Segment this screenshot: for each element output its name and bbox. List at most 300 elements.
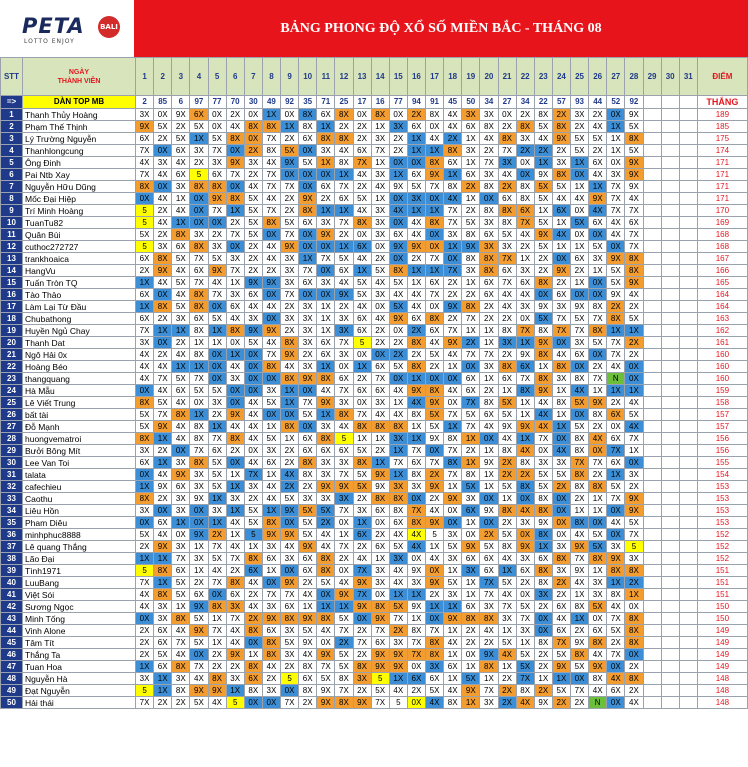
row-day-cell: 6X: [208, 169, 226, 181]
row-day-cell: 4X: [317, 385, 335, 397]
row-day-cell: [679, 181, 697, 193]
row-day-cell: 1X: [317, 361, 335, 373]
row-score: 149: [697, 637, 747, 649]
row-day-cell: 6X: [407, 313, 425, 325]
row-day-cell: 7X: [444, 469, 462, 481]
row-day-cell: 8X: [190, 421, 208, 433]
row-day-cell: 9X: [317, 685, 335, 697]
row-day-cell: 5X: [516, 601, 534, 613]
row-member-name: Việt Sói: [23, 589, 136, 601]
logo-badge: BALI: [98, 16, 120, 38]
row-day-cell: [679, 229, 697, 241]
row-day-cell: [679, 493, 697, 505]
row-day-cell: 2X: [244, 241, 262, 253]
row-day-cell: 2X: [244, 493, 262, 505]
row-day-cell: [679, 457, 697, 469]
row-stt: 50: [1, 697, 23, 709]
row-day-cell: 3X: [480, 241, 498, 253]
row-day-cell: 6X: [407, 673, 425, 685]
row-day-cell: 2X: [426, 493, 444, 505]
row-day-cell: 4X: [190, 673, 208, 685]
row-day-cell: 0X: [317, 589, 335, 601]
row-day-cell: 6X: [480, 289, 498, 301]
row-day-cell: 9X: [625, 157, 643, 169]
row-day-cell: 1X: [317, 409, 335, 421]
row-day-cell: 5X: [389, 601, 407, 613]
row-day-cell: 1X: [589, 505, 607, 517]
row-stt: 3: [1, 133, 23, 145]
row-day-cell: [661, 445, 679, 457]
row-member-name: Pai Ntb Xay: [23, 169, 136, 181]
row-day-cell: 3X: [317, 493, 335, 505]
row-day-cell: 2X: [208, 529, 226, 541]
row-day-cell: 5X: [317, 505, 335, 517]
row-day-cell: 9X: [426, 577, 444, 589]
row-day-cell: 3X: [262, 685, 280, 697]
row-day-cell: 2X: [552, 145, 570, 157]
row-day-cell: 5X: [552, 181, 570, 193]
row-day-cell: 7X: [136, 697, 154, 709]
header-day: 29: [643, 58, 661, 96]
row-day-cell: 9X: [625, 169, 643, 181]
row-day-cell: 4X: [498, 289, 516, 301]
row-day-cell: 3X: [625, 469, 643, 481]
row-day-cell: [661, 469, 679, 481]
row-day-cell: 2X: [154, 445, 172, 457]
row-day-cell: 8X: [480, 121, 498, 133]
row-day-cell: 6X: [317, 445, 335, 457]
row-day-cell: 0X: [516, 157, 534, 169]
top-row-value: 34: [480, 96, 498, 109]
row-day-cell: 5: [244, 529, 262, 541]
row-day-cell: 0X: [426, 229, 444, 241]
row-stt: 15: [1, 277, 23, 289]
row-stt: 36: [1, 529, 23, 541]
row-member-name: Minh Tống: [23, 613, 136, 625]
row-day-cell: 3X: [154, 241, 172, 253]
row-day-cell: 3X: [407, 481, 425, 493]
row-day-cell: 1X: [607, 469, 625, 481]
row-day-cell: 2X: [480, 529, 498, 541]
row-day-cell: 2X: [172, 337, 190, 349]
row-score: 148: [697, 697, 747, 709]
row-day-cell: 6X: [190, 313, 208, 325]
row-day-cell: 1X: [480, 445, 498, 457]
row-day-cell: 7X: [607, 613, 625, 625]
row-day-cell: 4X: [571, 529, 589, 541]
row-day-cell: 1X: [226, 505, 244, 517]
row-day-cell: 1X: [154, 673, 172, 685]
row-member-name: Bưởi Bông Mít: [23, 445, 136, 457]
row-day-cell: 4X: [444, 121, 462, 133]
row-day-cell: 2X: [353, 493, 371, 505]
row-day-cell: 7X: [281, 289, 299, 301]
row-day-cell: 3X: [299, 301, 317, 313]
row-day-cell: [679, 241, 697, 253]
row-day-cell: 5X: [353, 481, 371, 493]
row-day-cell: [643, 517, 661, 529]
row-day-cell: 6X: [136, 289, 154, 301]
row-day-cell: 0X: [552, 253, 570, 265]
row-day-cell: 6X: [262, 553, 280, 565]
row-day-cell: 9X: [335, 589, 353, 601]
row-day-cell: 7X: [262, 205, 280, 217]
row-day-cell: 1X: [589, 181, 607, 193]
row-day-cell: 7X: [426, 625, 444, 637]
row-day-cell: 2X: [299, 349, 317, 361]
row-day-cell: [643, 325, 661, 337]
row-day-cell: 9X: [625, 109, 643, 121]
row-day-cell: 0X: [407, 493, 425, 505]
row-day-cell: 8X: [172, 409, 190, 421]
row-day-cell: 6X: [244, 289, 262, 301]
row-day-cell: [679, 505, 697, 517]
row-day-cell: 5X: [426, 409, 444, 421]
row-day-cell: [661, 577, 679, 589]
row-day-cell: 1X: [136, 661, 154, 673]
row-day-cell: 1X: [208, 493, 226, 505]
row-day-cell: 1X: [226, 481, 244, 493]
row-day-cell: 3X: [281, 649, 299, 661]
row-day-cell: 9X: [571, 565, 589, 577]
row-day-cell: 9X: [444, 493, 462, 505]
row-member-name: Đỗ Mạnh: [23, 421, 136, 433]
row-day-cell: 2X: [371, 445, 389, 457]
row-day-cell: 1X: [444, 625, 462, 637]
row-day-cell: 1X: [444, 673, 462, 685]
table-row: [1, 169, 748, 181]
top-row-value: 92: [281, 96, 299, 109]
row-day-cell: 5: [136, 565, 154, 577]
row-day-cell: 1X: [190, 361, 208, 373]
row-day-cell: 7X: [426, 181, 444, 193]
row-day-cell: 8X: [190, 457, 208, 469]
row-member-name: Mốc Đại Hiệp: [23, 193, 136, 205]
row-day-cell: 8X: [281, 373, 299, 385]
row-day-cell: 2X: [444, 133, 462, 145]
row-day-cell: 4X: [389, 205, 407, 217]
row-stt: 10: [1, 217, 23, 229]
row-day-cell: 2X: [244, 169, 262, 181]
row-day-cell: 9X: [317, 649, 335, 661]
row-day-cell: 8X: [516, 121, 534, 133]
row-member-name: Lý Trường Nguyễn: [23, 133, 136, 145]
row-day-cell: 5X: [244, 229, 262, 241]
row-day-cell: 7X: [607, 445, 625, 457]
row-stt: 13: [1, 253, 23, 265]
row-day-cell: 7X: [444, 325, 462, 337]
row-day-cell: 4X: [136, 373, 154, 385]
row-day-cell: 9X: [625, 181, 643, 193]
row-day-cell: 3X: [262, 385, 280, 397]
row-score: 152: [697, 553, 747, 565]
row-score: 189: [697, 109, 747, 121]
row-day-cell: 9X: [625, 505, 643, 517]
row-day-cell: 1X: [371, 433, 389, 445]
row-day-cell: 3X: [335, 313, 353, 325]
row-day-cell: [661, 181, 679, 193]
row-day-cell: 0X: [317, 265, 335, 277]
row-day-cell: 2X: [625, 349, 643, 361]
row-day-cell: 0X: [571, 673, 589, 685]
row-score: 163: [697, 313, 747, 325]
row-day-cell: 3X: [317, 145, 335, 157]
row-day-cell: 4X: [172, 433, 190, 445]
row-day-cell: 2X: [353, 133, 371, 145]
row-day-cell: 0X: [154, 145, 172, 157]
row-day-cell: 3X: [299, 493, 317, 505]
row-day-cell: 7X: [353, 589, 371, 601]
row-day-cell: 1X: [389, 397, 407, 409]
top-row-value: 44: [589, 96, 607, 109]
top-row-value: 25: [335, 96, 353, 109]
row-day-cell: [679, 625, 697, 637]
row-day-cell: 3X: [389, 433, 407, 445]
row-day-cell: 3X: [154, 157, 172, 169]
row-day-cell: 1X: [534, 673, 552, 685]
row-day-cell: [679, 193, 697, 205]
row-day-cell: 5X: [299, 625, 317, 637]
row-day-cell: 2X: [154, 313, 172, 325]
row-day-cell: 1X: [589, 565, 607, 577]
row-day-cell: 2X: [625, 481, 643, 493]
row-score: 153: [697, 493, 747, 505]
row-day-cell: 2X: [462, 205, 480, 217]
row-day-cell: 5: [335, 433, 353, 445]
header-day: 6: [226, 58, 244, 96]
row-day-cell: 9X: [462, 685, 480, 697]
row-day-cell: 2X: [426, 589, 444, 601]
row-member-name: Lê Viết Trung: [23, 397, 136, 409]
row-day-cell: 8X: [136, 493, 154, 505]
row-day-cell: 2X: [244, 613, 262, 625]
row-day-cell: 9X: [589, 193, 607, 205]
row-day-cell: 0X: [426, 241, 444, 253]
top-row-status: THẮNG: [697, 96, 747, 109]
row-day-cell: 1X: [317, 301, 335, 313]
row-day-cell: 1X: [172, 217, 190, 229]
top-row-value: 97: [190, 96, 208, 109]
row-day-cell: 4X: [552, 229, 570, 241]
row-day-cell: 1X: [444, 481, 462, 493]
row-day-cell: 3X: [317, 277, 335, 289]
row-day-cell: 0X: [462, 529, 480, 541]
row-day-cell: 6X: [353, 385, 371, 397]
row-day-cell: 8X: [262, 361, 280, 373]
row-day-cell: 1X: [462, 577, 480, 589]
row-day-cell: 0X: [244, 385, 262, 397]
row-day-cell: 2X: [281, 661, 299, 673]
row-score: 149: [697, 661, 747, 673]
row-day-cell: 2X: [226, 661, 244, 673]
row-day-cell: [643, 661, 661, 673]
row-day-cell: 4X: [607, 601, 625, 613]
row-day-cell: 0X: [226, 241, 244, 253]
row-day-cell: 2X: [498, 457, 516, 469]
row-day-cell: 4X: [172, 289, 190, 301]
row-day-cell: 4X: [534, 133, 552, 145]
row-day-cell: 4X: [426, 553, 444, 565]
row-day-cell: 7X: [480, 349, 498, 361]
row-day-cell: 4X: [498, 433, 516, 445]
row-day-cell: 0X: [480, 193, 498, 205]
row-day-cell: 6X: [625, 217, 643, 229]
row-day-cell: 0X: [552, 493, 570, 505]
row-day-cell: [679, 469, 697, 481]
row-day-cell: 6X: [480, 553, 498, 565]
row-day-cell: 8X: [534, 505, 552, 517]
row-day-cell: 3X: [516, 265, 534, 277]
row-day-cell: [661, 229, 679, 241]
row-day-cell: 5X: [172, 301, 190, 313]
row-day-cell: [679, 613, 697, 625]
row-score: 156: [697, 445, 747, 457]
row-day-cell: 2X: [389, 349, 407, 361]
row-day-cell: 2X: [353, 373, 371, 385]
row-day-cell: 5X: [208, 553, 226, 565]
row-day-cell: 9X: [444, 301, 462, 313]
row-day-cell: 2X: [516, 469, 534, 481]
row-day-cell: 5X: [335, 649, 353, 661]
row-day-cell: 1X: [244, 649, 262, 661]
row-day-cell: 0X: [426, 373, 444, 385]
row-day-cell: 2X: [498, 469, 516, 481]
row-day-cell: 2X: [552, 481, 570, 493]
row-day-cell: 0X: [589, 349, 607, 361]
row-day-cell: 2X: [462, 181, 480, 193]
row-day-cell: 5X: [172, 277, 190, 289]
top-row-value: 6: [172, 96, 190, 109]
row-day-cell: 1X: [136, 277, 154, 289]
row-day-cell: 1X: [480, 481, 498, 493]
row-score: 153: [697, 481, 747, 493]
row-score: 168: [697, 229, 747, 241]
row-day-cell: 9X: [571, 301, 589, 313]
row-day-cell: 4X: [552, 193, 570, 205]
row-day-cell: 8X: [208, 181, 226, 193]
row-day-cell: 5X: [281, 145, 299, 157]
row-day-cell: 0X: [552, 505, 570, 517]
row-member-name: trankhoaica: [23, 253, 136, 265]
row-day-cell: 5X: [154, 397, 172, 409]
row-day-cell: 7X: [353, 157, 371, 169]
row-day-cell: 0X: [262, 697, 280, 709]
row-day-cell: 1X: [335, 241, 353, 253]
row-day-cell: 1X: [371, 193, 389, 205]
row-day-cell: 4X: [226, 121, 244, 133]
row-day-cell: 9X: [589, 397, 607, 409]
row-day-cell: 5X: [208, 457, 226, 469]
row-day-cell: [643, 121, 661, 133]
row-day-cell: 4X: [480, 133, 498, 145]
header-day: 9: [281, 58, 299, 96]
table-row: [1, 553, 748, 565]
row-day-cell: 4X: [407, 289, 425, 301]
row-day-cell: 0X: [244, 697, 262, 709]
row-day-cell: 5: [389, 697, 407, 709]
row-day-cell: 3X: [516, 625, 534, 637]
table-row: [1, 253, 748, 265]
row-day-cell: [679, 169, 697, 181]
row-day-cell: 6X: [299, 445, 317, 457]
row-day-cell: 0X: [136, 193, 154, 205]
row-member-name: Ông Đinh: [23, 157, 136, 169]
row-day-cell: 8X: [571, 481, 589, 493]
row-score: 160: [697, 361, 747, 373]
row-day-cell: 9X: [480, 457, 498, 469]
row-day-cell: [661, 421, 679, 433]
row-day-cell: 5X: [534, 313, 552, 325]
row-day-cell: 6X: [407, 169, 425, 181]
row-day-cell: 8X: [371, 493, 389, 505]
row-day-cell: 3X: [226, 493, 244, 505]
row-day-cell: 8X: [190, 433, 208, 445]
row-stt: 7: [1, 181, 23, 193]
row-day-cell: 1X: [498, 661, 516, 673]
row-day-cell: 0X: [371, 301, 389, 313]
row-day-cell: 9X: [317, 697, 335, 709]
row-day-cell: 6X: [516, 361, 534, 373]
row-day-cell: 9X: [371, 613, 389, 625]
row-day-cell: 5X: [389, 361, 407, 373]
row-day-cell: 1X: [262, 505, 280, 517]
row-day-cell: 9X: [534, 169, 552, 181]
row-day-cell: 0X: [625, 457, 643, 469]
row-day-cell: 7X: [480, 577, 498, 589]
row-day-cell: 1X: [226, 277, 244, 289]
row-stt: 45: [1, 637, 23, 649]
row-day-cell: 4X: [571, 385, 589, 397]
row-day-cell: 5X: [571, 397, 589, 409]
row-day-cell: [643, 385, 661, 397]
row-day-cell: 3X: [480, 217, 498, 229]
row-day-cell: [679, 565, 697, 577]
row-day-cell: 7X: [571, 325, 589, 337]
row-day-cell: 1X: [571, 505, 589, 517]
row-day-cell: 0X: [262, 577, 280, 589]
row-day-cell: 7X: [281, 697, 299, 709]
row-day-cell: 7X: [208, 145, 226, 157]
row-day-cell: 8X: [607, 313, 625, 325]
row-day-cell: 9X: [516, 421, 534, 433]
row-day-cell: 0X: [552, 529, 570, 541]
row-day-cell: 2X: [480, 385, 498, 397]
row-day-cell: 6X: [317, 337, 335, 349]
row-day-cell: 1X: [407, 205, 425, 217]
row-day-cell: 2X: [281, 133, 299, 145]
row-score: 160: [697, 373, 747, 385]
row-day-cell: 0X: [226, 385, 244, 397]
row-day-cell: 0X: [136, 385, 154, 397]
row-day-cell: 3X: [371, 205, 389, 217]
row-stt: 49: [1, 685, 23, 697]
row-day-cell: [661, 385, 679, 397]
row-day-cell: 1X: [172, 601, 190, 613]
row-day-cell: 3X: [353, 673, 371, 685]
row-day-cell: 4X: [389, 529, 407, 541]
row-day-cell: 1X: [498, 493, 516, 505]
row-day-cell: 1X: [154, 577, 172, 589]
row-day-cell: 4X: [172, 265, 190, 277]
row-day-cell: 7X: [516, 325, 534, 337]
row-day-cell: [661, 205, 679, 217]
row-day-cell: 2X: [389, 145, 407, 157]
row-day-cell: 7X: [444, 205, 462, 217]
row-day-cell: 6X: [498, 193, 516, 205]
row-day-cell: 3X: [172, 313, 190, 325]
table-row: [1, 601, 748, 613]
row-day-cell: 8X: [480, 253, 498, 265]
